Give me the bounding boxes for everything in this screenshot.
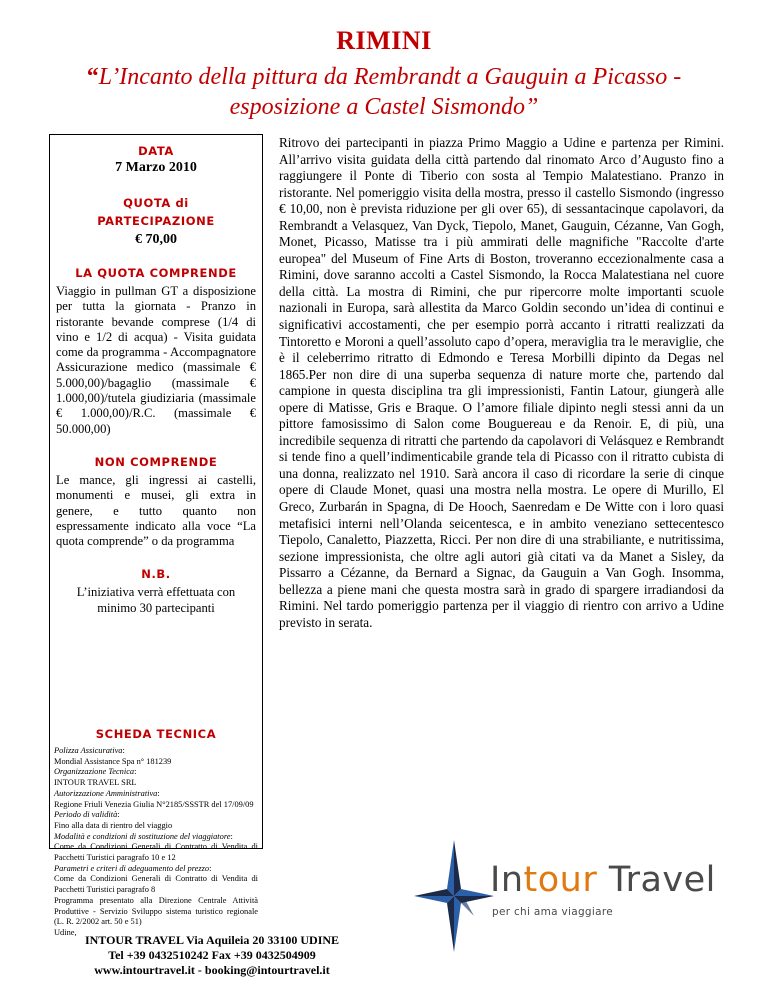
subtitle-text: L’Incanto della pittura da Rembrandt a Gauguin a Picasso - esposizione a Castel Sismondo” [98, 64, 682, 120]
nb-text: L’iniziativa verrà effettuata con minimo 30 partecipanti [76, 585, 236, 615]
data-label: DATA [138, 144, 174, 158]
footer-address: INTOUR TRAVEL Via Aquileia 20 33100 UDINE [84, 933, 340, 947]
subtitle-open-quote: “ [86, 64, 99, 90]
footer-web: www.intourtravel.it - booking@intourtravel.it [94, 963, 330, 977]
scheda-title: SCHEDA TECNICA [95, 727, 217, 741]
scheda-tecnica [50, 727, 262, 939]
comprende-label: LA QUOTA COMPRENDE [75, 266, 237, 280]
scheda-body [50, 746, 262, 939]
quota-value: € 70,00 [135, 232, 177, 247]
data-value: 7 Marzo 2010 [115, 160, 197, 175]
scheda-item: Autorizzazione Amministrativa: Regione Friuli Venezia Giulia N°2185/SSSTR del 17/09/09 [54, 788, 254, 809]
comprende-text: Viaggio in pullman GT a disposizione per tutta la giornata - Pranzo in ristorante bevande comprese (1/4 di vino e 1/2 di acqua) - Visita guidata come da programma - Accompagnatore Assicurazione medico (massimale € 5.000,00)/bagaglio (massimale € 1.000,00)/tutela giudiziaria (massimale € 1.000,00)/R.C. (massimale € 50.000,00) [56, 284, 256, 436]
scheda-closing: Programma presentato alla Direzione Centrale Attività Produttive - Servizio Sviluppo sistema turistico regionale (L. R. 2/2002 art. 50 e 51) [54, 895, 258, 927]
info-sidebar [49, 134, 263, 937]
footer-phone: Tel +39 0432510242 Fax +39 0432504909 [108, 948, 316, 962]
non-comprende-text: Le mance, gli ingressi ai castelli, monumenti e musei, gli extra in genere, e tutto quanto non espressamente indicato alla voce “La quota comprende” o da programma [56, 472, 256, 549]
scheda-place: Udine, [54, 927, 77, 937]
scheda-item: Parametri e criteri di adeguamento del prezzo: Come da Condizioni Generali di Contratto di Vendita di Pacchetti Turistici paragrafo 8 [54, 863, 258, 895]
logo-wordmark: Intour Travel [490, 860, 716, 900]
page-subtitle [40, 62, 728, 122]
quota-label: QUOTA di PARTECIPAZIONE [97, 196, 215, 228]
page-title: RIMINI [336, 26, 432, 55]
scheda-item: Polizza Assicurativa: Mondial Assistance Spa n° 181239 [54, 746, 172, 766]
scheda-item: Organizzazione Tecnica: INTOUR TRAVEL SRL [54, 767, 137, 788]
logo-tagline: per chi ama viaggiare [492, 906, 613, 918]
nb-label: N.B. [141, 567, 171, 582]
scheda-item: Periodo di validità: Fino alla data di rientro del viaggio [54, 810, 173, 830]
footer-contacts [40, 933, 384, 978]
non-comprende-label: NON COMPRENDE [94, 454, 218, 469]
scheda-item: Modalità e condizioni di sostituzione del viaggiatore: Come da Condizioni Generali di Contratto di Vendita di Pacchetti Turistici paragrafo 10 e 12 [54, 831, 258, 863]
program-text: Ritrovo dei partecipanti in piazza Primo Maggio a Udine e partenza per Rimini. All’arrivo visita guidata della città partendo dal rinomato Arco d’Augusto fino a raggiungere il Ponte di Tiberio con sosta al Tempio Malatestiano. Pranzo in ristorante. Nel pomeriggio visita della mostra, presso il castello Sismondo (ingresso € 10,00, non è prevista riduzione per gli over 65), di sessantacinque capolavori, da Rembrandt a Velasquez, Van Dyck, Tiepolo, Manet, Gauguin, Cézanne, Van Gogh, Monet, Picasso, Matisse tra i più ammirati delle magnifiche "Raccolte d'arte europea" del Museum of Fine Arts di Boston, troveranno eccezionalmente casa a Rimini, dove saranno accolti a Castel Sismondo, la Rocca Malatestiana nel cuore della città. La mostra di Rimini, che pur ripercorre molte importanti scuole nazionali in Europa, sarà allestita da Marco Goldin secondo un’idea di continui e significativi accostamenti, che per esempio porrà accanto i ritratti realizzati da Tintoretto e Moroni a quell’assoluto capo d’opera, meraviglia tra le meraviglie, che è il celeberrimo ritratto di Edmondo e Teresa Morbilli dipinto da Degas nel 1865.Per non dire di una superba sequenza di nature morte che, partendo dal campione in questa disciplina tra gli impressionisti, Fantin Latour, giungerà alle opere di Matisse, Gris e Braque. O l’amore filiale dipinto negli stessi anni da un pittore famosissimo di Salon come Bouguereau e da Renoir. E, di più, una incredibile sequenza di ritratti che partendo da capolavori di Velásquez e Rembrandt si tende fino a quell’indimenticabile grande tela di Picasso con il ritratto cubista di una donna, realizzato nel 1910. Sarà ancora il caso di ricordare la serie di cinque opere di Claude Monet, quasi una mostra nella mostra. Le opere di Murillo, El Greco, Zurbarán in Spagna, di De Hooch, Saenredam e De Witte con i loro quasi metafisici interni nell’Olanda seicentesca, e in ambito veneziano settecentesco Tiepolo, Canaletto, Piazzetta, Ricci. Per non dire di una strabiliante, e nutritissima, sezione impressionista, che oltre agli autori già citati va da Manet a Sisley, da Pissarro a Cézanne, da Bernard a Signac, da Gauguin a Van Gogh. Insomma, bellezza a piene mani che questa mostra sarà in grado di spargere irradiandosi da Rimini. Nel tardo pomeriggio partenza per il viaggio di rientro con arrivo a Udine previsto in serata. [279, 135, 724, 630]
